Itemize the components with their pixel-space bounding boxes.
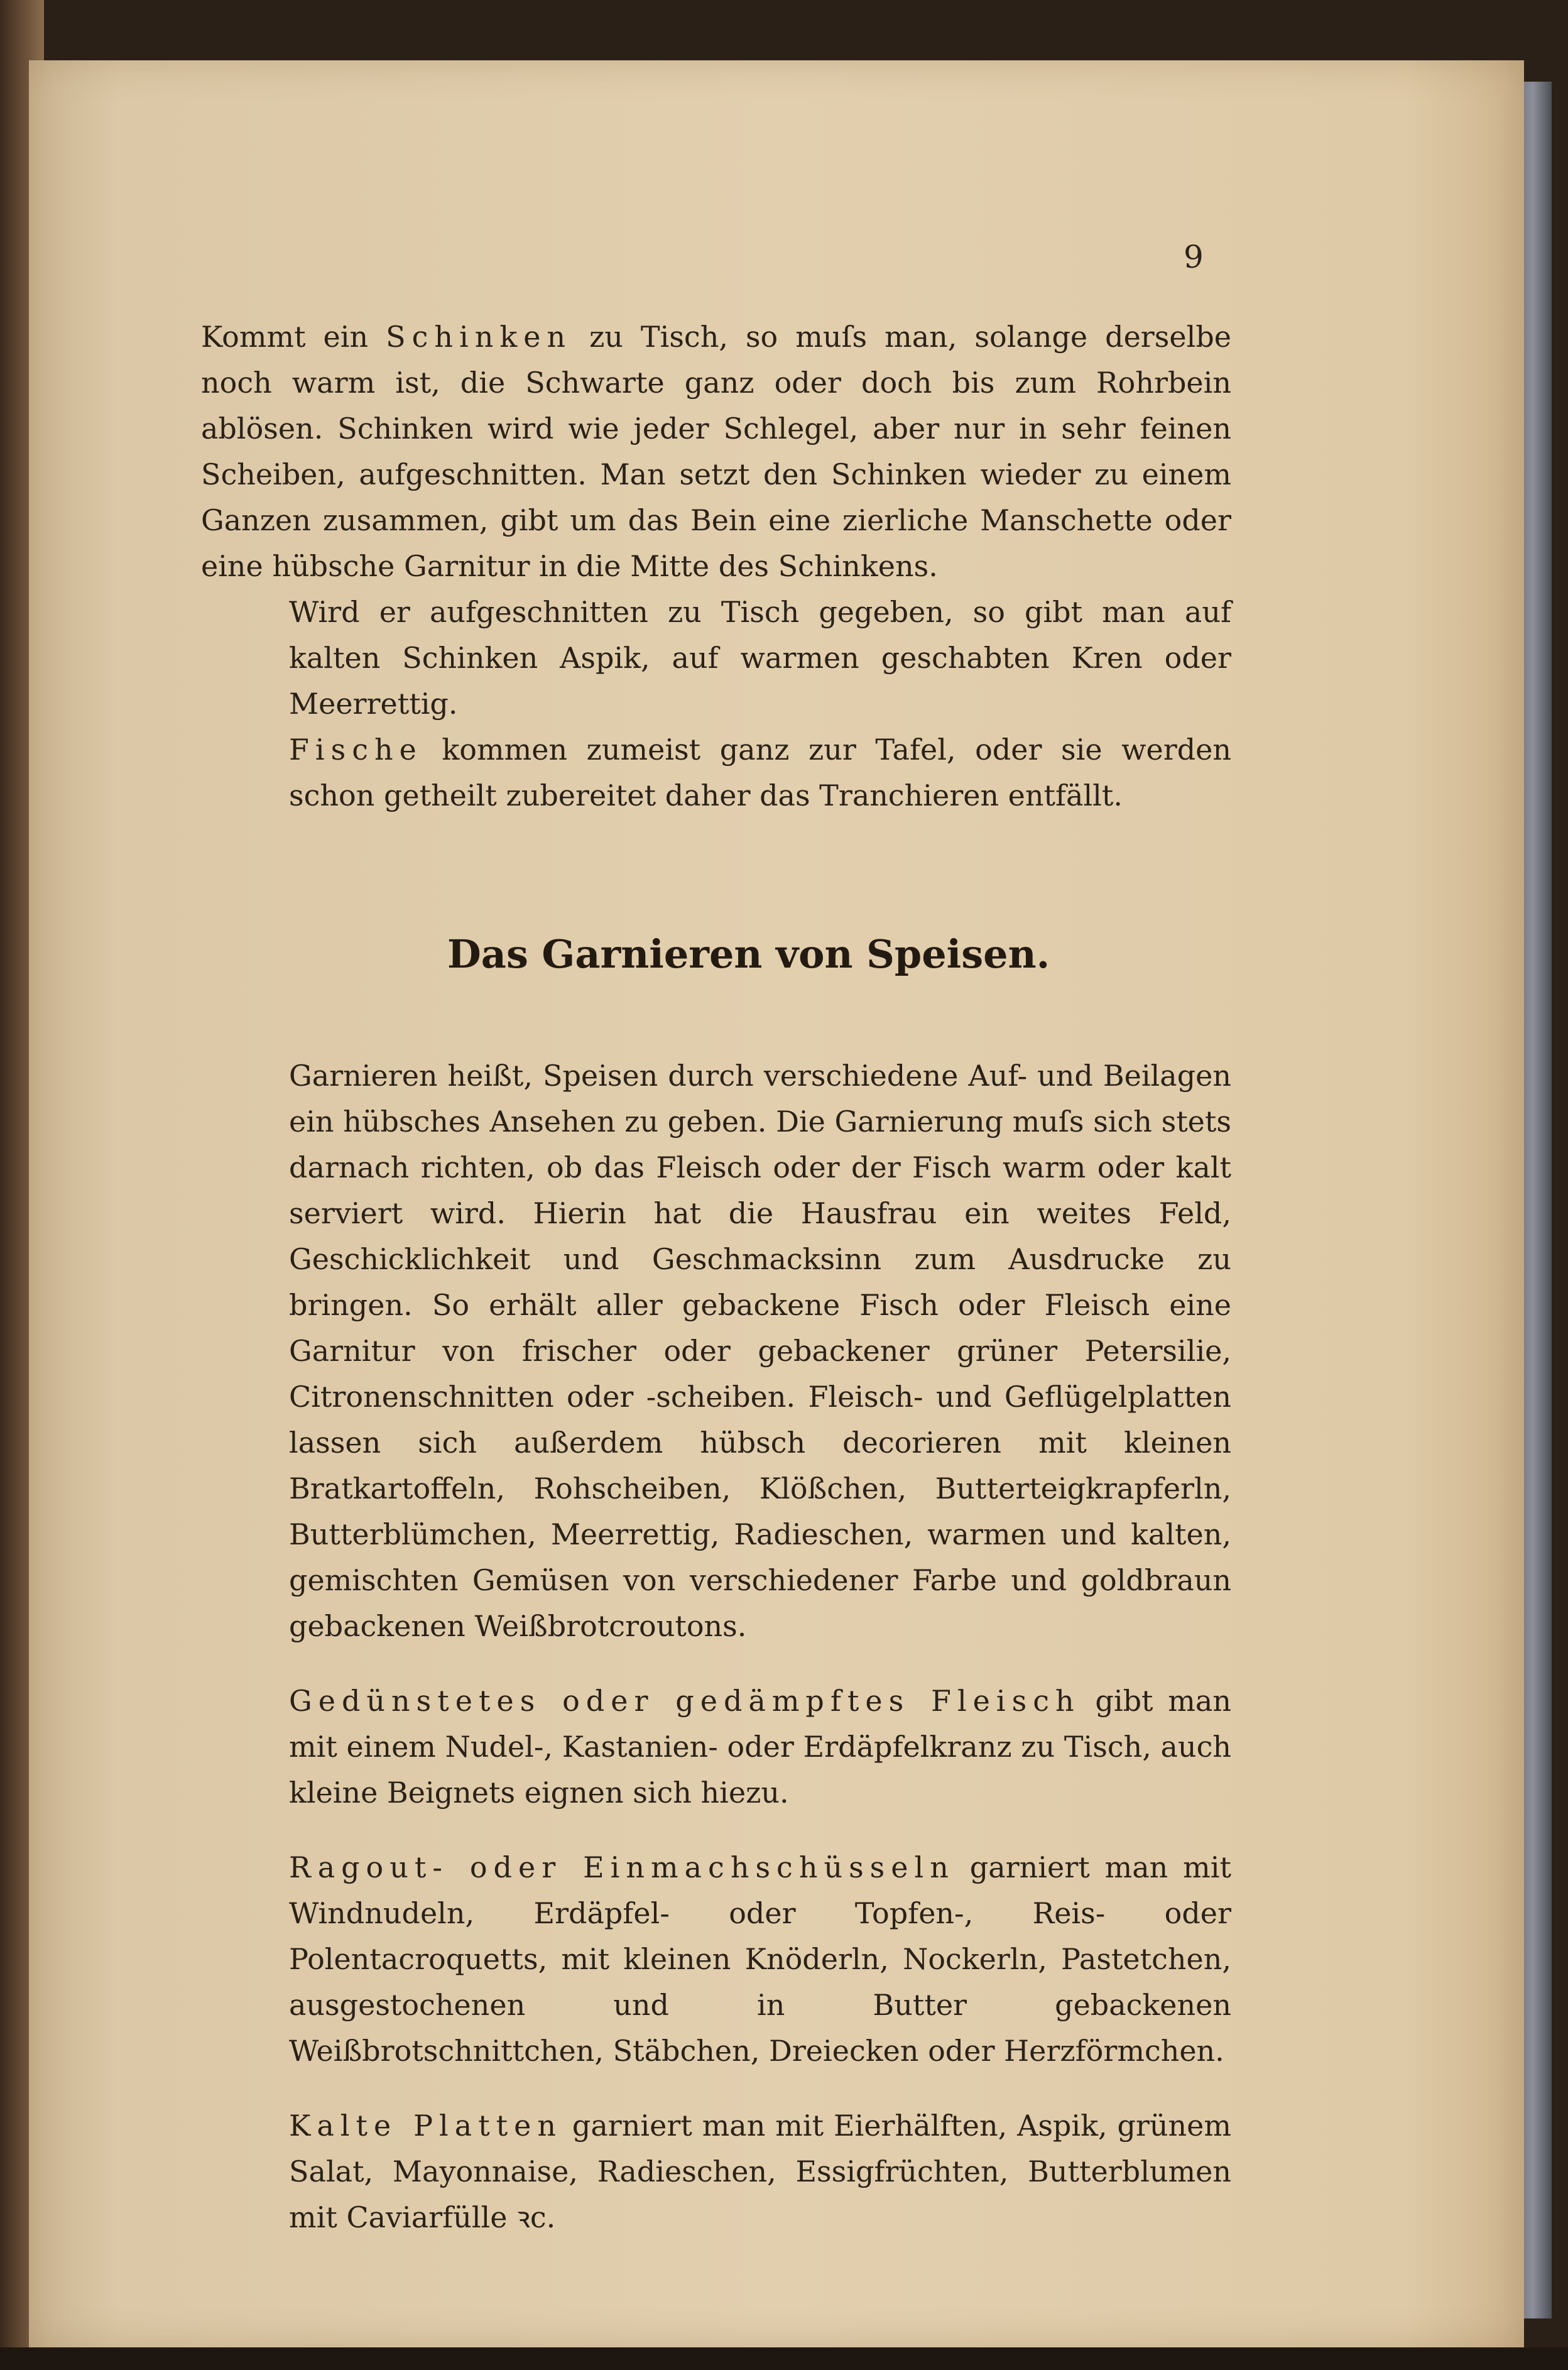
paragraph (201, 589, 1231, 727)
paragraph-text: kommen zumeist ganz zur Tafel, oder sie werden schon getheilt zubereitet daher das Tranchieren entfällt. (289, 733, 1231, 812)
spaced-term: Kalte Platten (289, 2109, 563, 2143)
paragraph (201, 2103, 1231, 2241)
intro-text (201, 314, 1231, 819)
paragraph (201, 1053, 1231, 1649)
bottom-border (0, 2347, 1568, 2370)
paragraph (201, 1678, 1231, 1816)
paragraph (201, 314, 1231, 589)
paragraph-text: zu Tisch, so muſs man, solange derselbe noch warm ist, die Schwarte ganz oder doch bis zum Rohrbein ablösen. Schinken wird wie jeder Schlegel, aber nur in sehr feinen Scheiben, aufgeschnitten. Man setzt den Schinken wieder zu einem Ganzen zusammen, gibt um das Bein eine zierliche Manschette oder eine hübsche Garnitur in die Mitte des Schinkens. (201, 320, 1231, 583)
paragraph-text: gibt man mit einem Nudel-, Kastanien- oder Erdäpfelkranz zu Tisch, auch kleine Beignets eignen sich hiezu. (289, 1684, 1231, 1810)
spaced-term: Schinken (386, 320, 572, 354)
section-heading: Das Garnieren von Speisen. (447, 931, 1050, 977)
body-text (201, 1024, 1231, 2269)
page-number: 9 (1184, 239, 1204, 275)
paragraph-text: Garnieren heißt, Speisen durch verschiedene Auf- und Beilagen ein hübsches Ansehen zu geben. Die Garnierung muſs sich stets darnach richten, ob das Fleisch oder der Fisch warm oder kalt serviert wird. Hierin hat die Hausfrau ein weites Feld, Geschicklichkeit und Geschmacksinn zum Ausdrucke zu bringen. So erhält aller gebackene Fisch oder Fleisch eine Garnitur von frischer oder gebackener grüner Petersilie, Citronenschnitten oder -scheiben. Fleisch- und Geflügelplatten lassen sich außerdem hübsch decorieren mit kleinen Bratkartoffeln, Rohscheiben, Klößchen, Butterteigkrapferln, Butterblümchen, Meerrettig, Radieschen, warmen und kalten, gemischten Gemüsen von verschiedener Farbe und goldbraun gebackenen Weißbrotcroutons. (289, 1059, 1231, 1643)
paragraph-text: Kommt ein (201, 320, 386, 354)
paragraph-text: garniert man mit Windnudeln, Erdäpfel- oder Topfen-, Reis- oder Polentacroquetts, mit kleinen Knöderln, Nockerln, Pastetchen, ausgestochenen und in Butter gebackenen Weißbrotschnittchen, Stäbchen, Dreiecken oder Herzförmchen. (289, 1850, 1231, 2068)
spaced-term: Gedünstetes oder gedämpftes Fleisch (289, 1684, 1081, 1718)
spaced-term: Fische (289, 733, 423, 767)
spaced-term: Ragout- oder Einmachschüsseln (289, 1850, 955, 1884)
paragraph-text: garniert man mit Eierhälften, Aspik, grünem Salat, Mayonnaise, Radieschen, Essigfrüchten, Butterblumen mit Caviarfülle ꝛc. (289, 2109, 1231, 2234)
paragraph (201, 727, 1231, 819)
paragraph-text: Wird er aufgeschnitten zu Tisch gegeben, so gibt man auf kalten Schinken Aspik, auf warmen geschabten Kren oder Meerrettig. (289, 595, 1231, 721)
paragraph (201, 1845, 1231, 2074)
